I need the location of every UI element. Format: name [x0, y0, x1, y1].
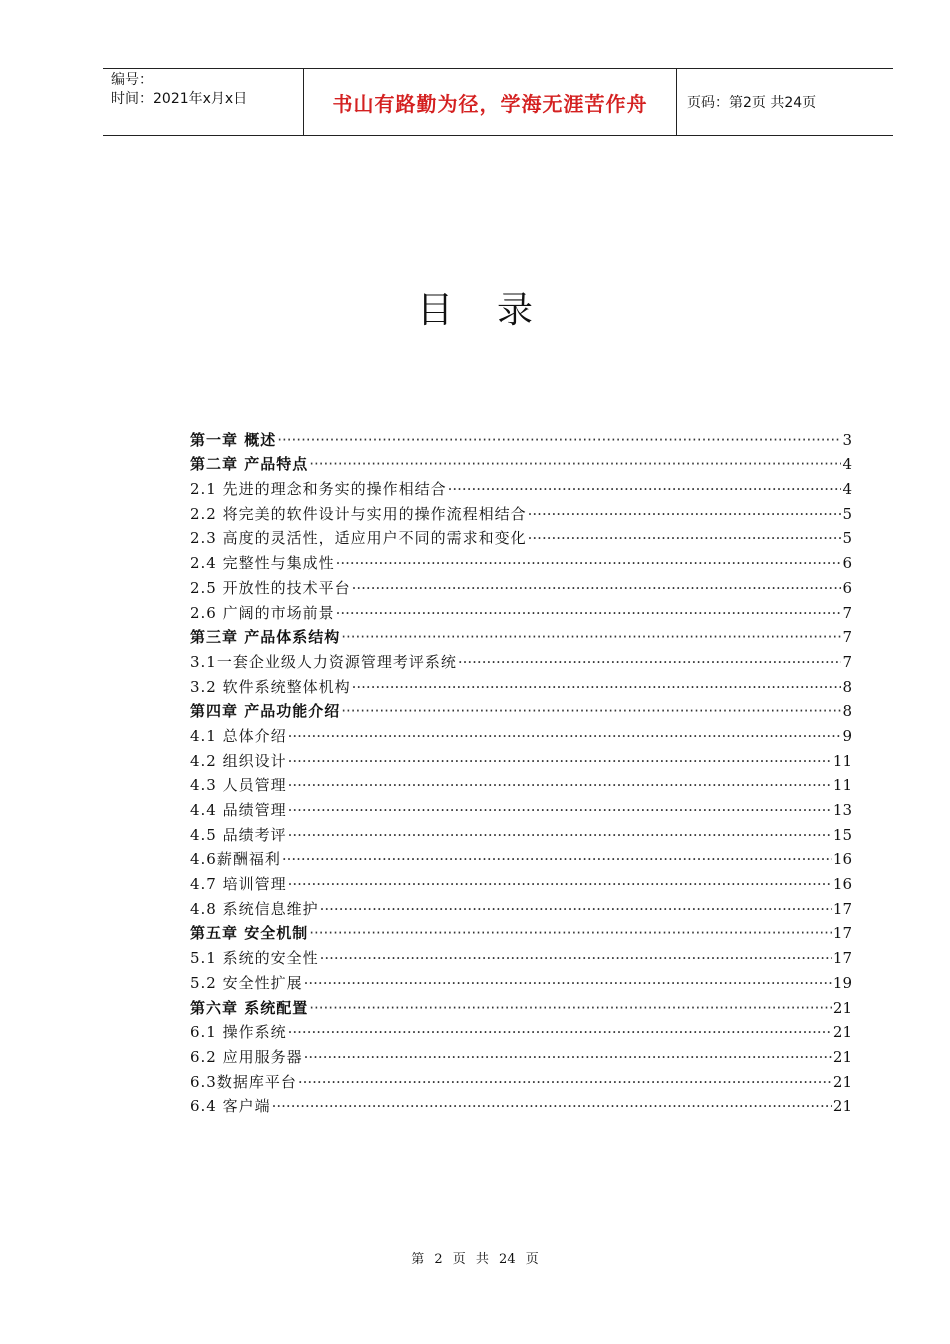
toc-entry-page: 11 [832, 751, 852, 770]
toc-entry-label: 3.1一套企业级人力资源管理考评系统 [190, 652, 457, 671]
toc-entry-label: 3.2 软件系统整体机构 [190, 677, 351, 696]
toc-section-entry[interactable] [190, 893, 852, 918]
toc-entry-page: 17 [832, 924, 852, 943]
toc-leader-dots [352, 579, 841, 597]
toc-entry-label: 6.3数据库平台 [190, 1072, 297, 1091]
toc-section-entry[interactable] [190, 819, 852, 844]
toc-leader-dots [288, 727, 841, 745]
toc-chapter-entry[interactable] [190, 424, 852, 449]
toc-section-entry[interactable] [190, 770, 852, 795]
toc-section-entry[interactable] [190, 942, 852, 967]
toc-entry-page: 7 [842, 628, 852, 647]
toc-chapter-entry[interactable] [190, 992, 852, 1017]
toc-entry-label: 5.1 系统的安全性 [190, 949, 319, 968]
toc-leader-dots [282, 850, 832, 868]
toc-section-entry[interactable] [190, 745, 852, 770]
toc-leader-dots [288, 801, 832, 819]
toc-entry-page: 6 [842, 554, 852, 573]
toc-leader-dots [277, 431, 841, 449]
toc-entry-page: 17 [832, 899, 852, 918]
toc-leader-dots [336, 604, 841, 622]
toc-chapter-entry[interactable] [190, 918, 852, 943]
toc-entry-page: 11 [832, 776, 852, 795]
toc-section-entry[interactable] [190, 1041, 852, 1066]
toc-leader-dots [336, 554, 841, 572]
toc-entry-page: 19 [832, 973, 852, 992]
toc-leader-dots [309, 455, 841, 473]
toc-leader-dots [304, 1048, 832, 1066]
toc-title: 目录 [416, 290, 577, 331]
toc-entry-label: 4.3 人员管理 [190, 776, 287, 795]
toc-entry-label: 第三章 产品体系结构 [190, 628, 341, 647]
header-meta [103, 69, 303, 135]
table-of-contents [190, 424, 852, 1115]
toc-entry-label: 2.4 完整性与集成性 [190, 554, 335, 573]
toc-leader-dots [448, 480, 841, 498]
toc-entry-label: 第六章 系统配置 [190, 998, 309, 1017]
toc-entry-label: 4.2 组织设计 [190, 751, 287, 770]
toc-section-entry[interactable] [190, 646, 852, 671]
toc-leader-dots [272, 1097, 832, 1115]
toc-entry-label: 2.5 开放性的技术平台 [190, 578, 351, 597]
toc-leader-dots [288, 1023, 832, 1041]
toc-leader-dots [288, 752, 832, 770]
toc-entry-page: 17 [832, 949, 852, 968]
toc-section-entry[interactable] [190, 523, 852, 548]
toc-section-entry[interactable] [190, 1066, 852, 1091]
toc-entry-label: 第一章 概述 [190, 430, 277, 449]
toc-entry-page: 6 [842, 578, 852, 597]
header-page-info: 页码：第2页 共24页 [687, 95, 817, 111]
toc-section-entry[interactable] [190, 498, 852, 523]
toc-entry-label: 第二章 产品特点 [190, 455, 309, 474]
toc-chapter-entry[interactable] [190, 622, 852, 647]
toc-leader-dots [352, 678, 841, 696]
toc-entry-label: 5.2 安全性扩展 [190, 973, 303, 992]
toc-entry-page: 21 [832, 1072, 852, 1091]
toc-entry-label: 6.2 应用服务器 [190, 1047, 303, 1066]
toc-entry-label: 4.4 品绩管理 [190, 801, 287, 819]
toc-entry-label: 6.4 客户端 [190, 1097, 271, 1116]
toc-leader-dots [309, 999, 832, 1017]
toc-leader-dots [528, 529, 841, 547]
toc-entry-page: 7 [842, 603, 852, 622]
toc-section-entry[interactable] [190, 844, 852, 869]
toc-leader-dots [288, 875, 832, 893]
toc-entry-page: 13 [832, 801, 852, 819]
toc-leader-dots [288, 776, 832, 794]
toc-entry-label: 2.1 先进的理念和务实的操作相结合 [190, 480, 447, 499]
toc-leader-dots [320, 949, 832, 967]
toc-section-entry[interactable] [190, 794, 852, 819]
motto: 书山有路勤为径，学海无涯苦作舟 [303, 69, 677, 135]
toc-entry-label: 6.1 操作系统 [190, 1023, 287, 1042]
toc-leader-dots [458, 653, 841, 671]
toc-section-entry[interactable] [190, 473, 852, 498]
toc-entry-label: 2.2 将完美的软件设计与实用的操作流程相结合 [190, 504, 527, 523]
toc-entry-label: 第五章 安全机制 [190, 924, 309, 943]
toc-section-entry[interactable] [190, 1091, 852, 1116]
toc-leader-dots [341, 628, 841, 646]
toc-entry-label: 4.7 培训管理 [190, 875, 287, 894]
toc-entry-page: 9 [842, 726, 852, 745]
toc-entry-page: 4 [842, 455, 852, 474]
toc-entry-label: 4.1 总体介绍 [190, 726, 287, 745]
toc-entry-label: 2.6 广阔的市场前景 [190, 603, 335, 622]
toc-section-entry[interactable] [190, 967, 852, 992]
toc-entry-label: 4.8 系统信息维护 [190, 899, 319, 918]
toc-entry-page: 4 [842, 480, 852, 499]
toc-entry-label: 4.5 品绩考评 [190, 825, 287, 844]
number-label: 编号： [111, 72, 153, 88]
toc-entry-page: 21 [832, 1047, 852, 1066]
toc-entry-page: 16 [832, 875, 852, 894]
toc-entry-page: 21 [832, 1097, 852, 1116]
toc-section-entry[interactable] [190, 547, 852, 572]
toc-entry-page: 15 [832, 825, 852, 844]
time-label: 时间：2021年x月x日 [111, 91, 248, 107]
page-header [103, 68, 893, 136]
toc-leader-dots [288, 826, 832, 844]
toc-section-entry[interactable] [190, 671, 852, 696]
toc-leader-dots [304, 974, 832, 992]
toc-entry-page: 21 [832, 1023, 852, 1042]
toc-leader-dots [298, 1073, 832, 1091]
toc-entry-page: 8 [842, 702, 852, 721]
toc-entry-page: 7 [842, 652, 852, 671]
toc-entry-page: 8 [842, 677, 852, 696]
toc-leader-dots [341, 702, 841, 720]
toc-entry-page: 16 [832, 850, 852, 869]
toc-section-entry[interactable] [190, 572, 852, 597]
page-footer: 第 2 页 共 24 页 [411, 1252, 539, 1267]
toc-section-entry[interactable] [190, 720, 852, 745]
toc-entry-label: 4.6薪酬福利 [190, 850, 281, 869]
toc-leader-dots [309, 924, 832, 942]
toc-entry-page: 5 [842, 529, 852, 548]
toc-section-entry[interactable] [190, 597, 852, 622]
toc-section-entry[interactable] [190, 1017, 852, 1042]
toc-entry-page: 5 [842, 504, 852, 523]
toc-entry-page: 3 [842, 430, 852, 449]
toc-entry-label: 2.3 高度的灵活性，适应用户不同的需求和变化 [190, 529, 527, 548]
toc-leader-dots [320, 900, 832, 918]
toc-chapter-entry[interactable] [190, 696, 852, 721]
toc-leader-dots [528, 505, 841, 523]
toc-entry-label: 第四章 产品功能介绍 [190, 702, 341, 721]
toc-section-entry[interactable] [190, 868, 852, 893]
toc-chapter-entry[interactable] [190, 449, 852, 474]
toc-entry-page: 21 [832, 998, 852, 1017]
